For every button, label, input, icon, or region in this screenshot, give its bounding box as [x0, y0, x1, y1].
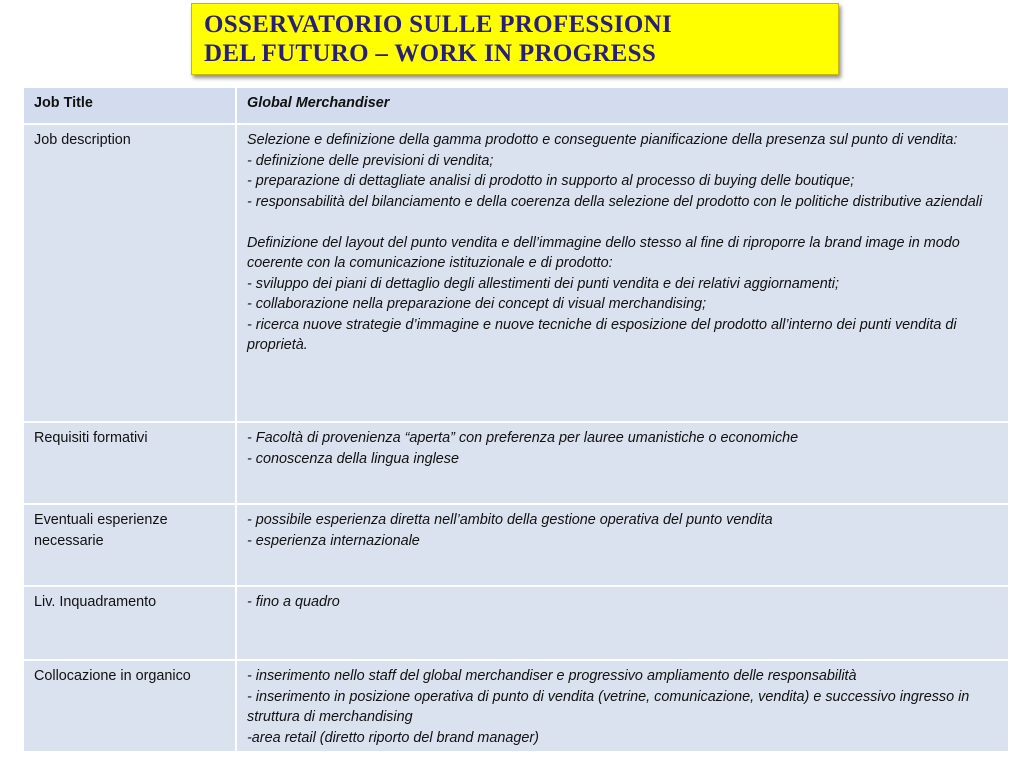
row-value: [237, 505, 1008, 587]
text-line: - Facoltà di provenienza “aperta” con preferenza per lauree umanistiche o economiche: [247, 430, 799, 446]
text-line: - fino a quadro: [247, 594, 340, 610]
row-value: [237, 661, 1008, 753]
text-line: - sviluppo dei piani di dettaglio degli allestimenti dei punti vendita e dei relativi aggiornamenti;: [247, 275, 839, 292]
text-line: -area retail (diretto riporto del brand manager): [247, 729, 539, 746]
text-line: Selezione e definizione della gamma prodotto e conseguente pianificazione della presenza sul punto di vendita:: [247, 132, 958, 148]
text-line: - inserimento in posizione operativa di punto di vendita (vetrine, comunicazione, vendita) e successivo ingresso in struttura di merchandising: [247, 688, 970, 725]
title-line-1: OSSERVATORIO SULLE PROFESSIONI: [204, 11, 672, 38]
text-line: - preparazione di dettagliate analisi di prodotto in supporto al processo di buying delle boutique;: [247, 173, 855, 189]
paragraph: [247, 666, 998, 748]
text-line: - inserimento nello staff del global merchandiser e progressivo ampliamento delle responsabilità: [247, 668, 857, 684]
table-row-job-description: [24, 125, 1008, 423]
table-header-row: [24, 88, 1008, 125]
text-line: - esperienza internazionale: [247, 532, 420, 549]
row-value: [237, 587, 1008, 661]
text-line: - collaborazione nella preparazione dei concept di visual merchandising;: [247, 296, 707, 312]
job-profile-table: [24, 88, 1008, 753]
text-line: - definizione delle previsioni di vendita;: [247, 152, 494, 169]
row-value: [237, 423, 1008, 505]
title-banner: [191, 3, 839, 75]
row-value: [237, 125, 1008, 423]
paragraph: [247, 233, 998, 356]
row-label: Job description: [24, 125, 237, 423]
header-value-cell: Global Merchandiser: [237, 88, 1008, 125]
table-row-esperienze: [24, 505, 1008, 587]
text-line: - responsabilità del bilanciamento e della coerenza della selezione del prodotto con le politiche distributive aziendali: [247, 193, 983, 210]
paragraph: [247, 130, 998, 212]
text-line: Definizione del layout del punto vendita e dell’immagine dello stesso al fine di riproporre la brand image in modo coerente con la comunicazione istituzionale e di prodotto:: [247, 234, 960, 271]
text-line: - ricerca nuove strategie d’immagine e nuove tecniche di esposizione del prodotto all’interno dei punti vendita di proprietà.: [247, 316, 957, 353]
row-label: Liv. Inquadramento: [24, 587, 237, 661]
paragraph: [247, 592, 998, 613]
row-label: Eventuali esperienze necessarie: [24, 505, 237, 587]
table-row-collocazione: [24, 661, 1008, 753]
row-label: Requisiti formativi: [24, 423, 237, 505]
text-line: - possibile esperienza diretta nell’ambito della gestione operativa del punto vendita: [247, 512, 773, 528]
row-label: Collocazione in organico: [24, 661, 237, 753]
paragraph: [247, 510, 998, 551]
header-label-cell: Job Title: [24, 88, 237, 125]
table-row-requisiti-formativi: [24, 423, 1008, 505]
title-line-2: DEL FUTURO – WORK IN PROGRESS: [204, 40, 657, 67]
text-line: - conoscenza della lingua inglese: [247, 450, 460, 467]
table-row-inquadramento: [24, 587, 1008, 661]
paragraph: [247, 428, 998, 469]
